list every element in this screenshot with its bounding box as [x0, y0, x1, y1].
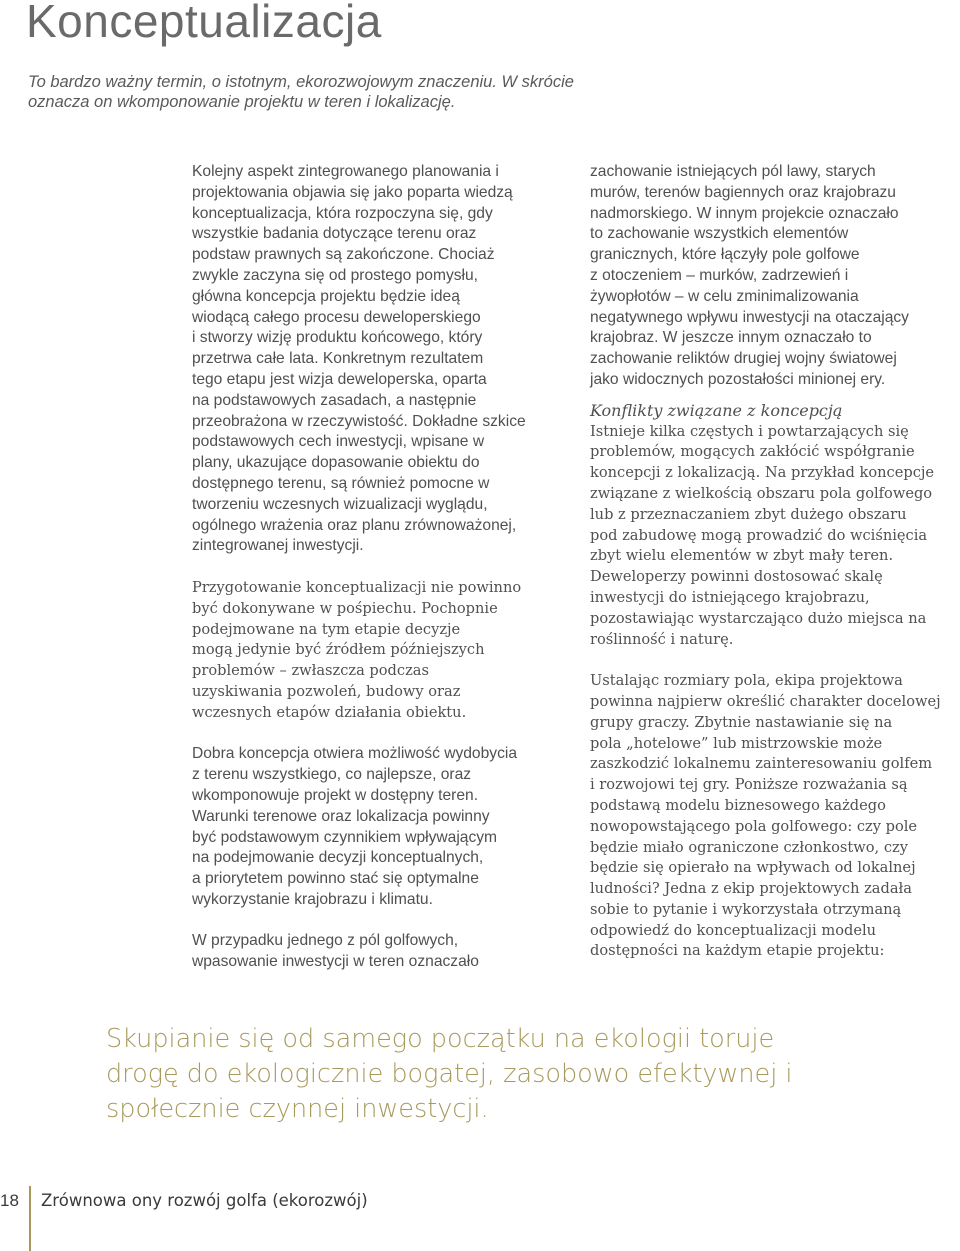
- text-line: podstawą modelu biznesowego każdego: [590, 796, 886, 814]
- text-line: grupy graczy. Zbytnie nastawianie się na: [590, 713, 893, 731]
- text-line: wpasowanie inwestycji w teren oznaczało: [192, 953, 479, 971]
- left-paragraph-2: [192, 578, 582, 724]
- pull-quote-line: Skupianie się od samego początku na ekologii toruje: [106, 1024, 775, 1054]
- text-line: dostępnego terenu, są również pomocne w: [192, 474, 490, 492]
- text-line: podejmowane na tym etapie decyzje: [192, 620, 461, 638]
- text-line: i rozwojowi tej gry. Poniższe rozważania są: [590, 776, 908, 794]
- text-line: to zachowanie wszystkich elementów: [590, 225, 849, 243]
- text-line: wiodącą całego procesu deweloperskiego: [192, 308, 481, 326]
- text-line: Warunki terenowe oraz lokalizacja powinny: [192, 807, 490, 825]
- text-line: granicznych, które łączyły pole golfowe: [590, 246, 860, 264]
- text-line: krajobraz. W jeszcze innym oznaczało to: [590, 329, 872, 347]
- text-line: odpowiedź do konceptualizacji modelu: [590, 921, 877, 939]
- text-line: pola „hotelowe” lub mistrzowskie może: [590, 734, 883, 752]
- text-line: będzie się opierało na wpływach od lokalnej: [590, 859, 916, 877]
- text-line: i stworzy wizję produktu końcowego, który: [192, 329, 483, 347]
- text-line: lub z przeznaczaniem zbyt dużego obszaru: [590, 505, 907, 523]
- text-line: przetrwa całe lata. Konkretnym rezultatem: [192, 350, 484, 368]
- text-line: na podejmowanie decyzji konceptualnych,: [192, 849, 484, 867]
- text-line: dostępności na każdym etapie projektu:: [590, 942, 885, 960]
- text-line: tworzeniu wczesnych wizualizacji wyglądu,: [192, 495, 488, 513]
- text-line: murów, terenów bagiennych oraz krajobrazu: [590, 183, 896, 201]
- text-line: zwykle zaczyna się od prostego pomysłu,: [192, 266, 479, 284]
- text-line: wykorzystanie krajobrazu i klimatu.: [192, 890, 433, 908]
- text-line: zbyt wielu elementów w zbyt mały teren.: [590, 547, 894, 565]
- text-line: wkomponowuje projekt w dostępny teren.: [192, 786, 479, 804]
- text-line: zachowanie reliktów drugiej wojny światowej: [590, 350, 897, 368]
- text-line: być podstawowym czynnikiem wpływającym: [192, 828, 498, 846]
- left-paragraph-1: [192, 162, 582, 557]
- text-line: problemów – zwłaszcza podczas: [192, 662, 429, 680]
- text-line: będzie miało ograniczone członkostwo, czy: [590, 838, 908, 856]
- page-number: 18: [0, 1191, 19, 1210]
- text-line: ogólnego wrażenia oraz planu zrównoważonej,: [192, 516, 517, 534]
- right-column: [590, 162, 960, 962]
- text-line: Istnieje kilka częstych i powtarzających się: [590, 422, 909, 440]
- text-line: zaszkodzić lokalnemu zainteresowaniu golfem: [590, 755, 933, 773]
- text-line: z otoczeniem – murków, zadrzewień i: [590, 266, 849, 284]
- footer-divider: [29, 1186, 31, 1251]
- text-line: wszystkie badania dotyczące terenu oraz: [192, 225, 477, 243]
- text-line: konceptualizacja, która rozpoczyna się, gdy: [192, 204, 493, 222]
- text-line: mogą jedynie być źródłem późniejszych: [192, 641, 485, 659]
- pull-quote: [106, 1022, 926, 1127]
- lead-line: To bardzo ważny termin, o istotnym, ekorozwojowym znaczeniu. W skrócie: [28, 73, 574, 91]
- text-line: a priorytetem powinno stać się optymalne: [192, 870, 479, 888]
- left-paragraph-4: [192, 931, 582, 973]
- left-paragraph-3: [192, 744, 582, 910]
- text-line: plany, ukazujące dopasowanie obiektu do: [192, 454, 480, 472]
- text-line: Przygotowanie konceptualizacji nie powinno: [192, 578, 522, 596]
- text-line: być dokonywane w pośpiechu. Pochopnie: [192, 599, 498, 617]
- text-line: wczesnych etapów działania obiektu.: [192, 703, 467, 721]
- text-line: podstawowych cech inwestycji, wpisane w: [192, 433, 485, 451]
- text-line: główna koncepcja projektu będzie ideą: [192, 287, 460, 305]
- footer-title: Zrównowa ony rozwój golfa (ekorozwój): [41, 1191, 368, 1210]
- text-line: koncepcji z lokalizacją. Na przykład koncepcje: [590, 464, 935, 482]
- text-line: związane z wielkością obszaru pola golfowego: [590, 484, 933, 502]
- text-line: pozostawiając wystarczająco dużo miejsca na: [590, 609, 927, 627]
- text-line: przeobrażona w rzeczywistość. Dokładne szkice: [192, 412, 526, 430]
- text-line: tego etapu jest wizja deweloperska, oparta: [192, 370, 487, 388]
- text-line: uzyskiwania pozwoleń, budowy oraz: [192, 682, 461, 700]
- right-paragraph-1: [590, 162, 960, 391]
- text-line: roślinność i naturę.: [590, 630, 734, 648]
- lead-paragraph: [28, 72, 688, 112]
- pull-quote-line: społecznie czynnej inwestycji.: [106, 1094, 489, 1124]
- text-line: W przypadku jednego z pól golfowych,: [192, 932, 459, 950]
- text-line: sobie to pytanie i wykorzystała otrzymaną: [590, 900, 902, 918]
- text-line: zachowanie istniejących pól lawy, starych: [590, 163, 876, 180]
- page-title: Konceptualizacja: [26, 0, 382, 47]
- text-line: zintegrowanej inwestycji.: [192, 537, 364, 555]
- text-line: pod zabudowę mogą prowadzić do wciśnięcia: [590, 526, 928, 544]
- lead-line: oznacza on wkomponowanie projektu w teren i lokalizację.: [28, 93, 456, 111]
- text-line: nowopowstającego pola golfowego: czy pole: [590, 817, 918, 835]
- text-line: Ustalając rozmiary pola, ekipa projektowa: [590, 672, 903, 690]
- text-line: ludności? Jedna z ekip projektowych zadała: [590, 880, 912, 898]
- text-line: inwestycji do istniejącego krajobrazu,: [590, 588, 870, 606]
- right-paragraph-2: [590, 422, 960, 651]
- right-paragraph-3: [590, 671, 960, 962]
- text-line: na podstawowych zasadach, a następnie: [192, 391, 477, 409]
- text-line: powinna najpierw określić charakter docelowej: [590, 692, 941, 710]
- pull-quote-line: drogę do ekologicznie bogatej, zasobowo efektywnej i: [106, 1059, 793, 1089]
- text-line: podstaw prawnych są zakończone. Chociaż: [192, 246, 495, 264]
- text-line: jako widocznych pozostałości minionej ery.: [590, 370, 886, 388]
- text-line: nadmorskiego. W innym projekcie oznaczało: [590, 204, 899, 222]
- section-subheading: Konflikty związane z koncepcją: [590, 400, 843, 420]
- text-line: Deweloperzy powinni dostosować skalę: [590, 568, 883, 586]
- text-line: żywopłotów – w celu zminimalizowania: [590, 287, 859, 305]
- text-line: negatywnego wpływu inwestycji na otaczający: [590, 308, 909, 326]
- text-line: projektowania objawia się jako poparta wiedzą: [192, 183, 513, 201]
- text-line: z terenu wszystkiego, co najlepsze, oraz: [192, 766, 472, 784]
- text-line: Kolejny aspekt zintegrowanego planowania i: [192, 163, 499, 180]
- text-line: problemów, mogących zakłócić współgranie: [590, 443, 915, 461]
- text-line: Dobra koncepcja otwiera możliwość wydobycia: [192, 745, 518, 763]
- left-column: [192, 162, 582, 973]
